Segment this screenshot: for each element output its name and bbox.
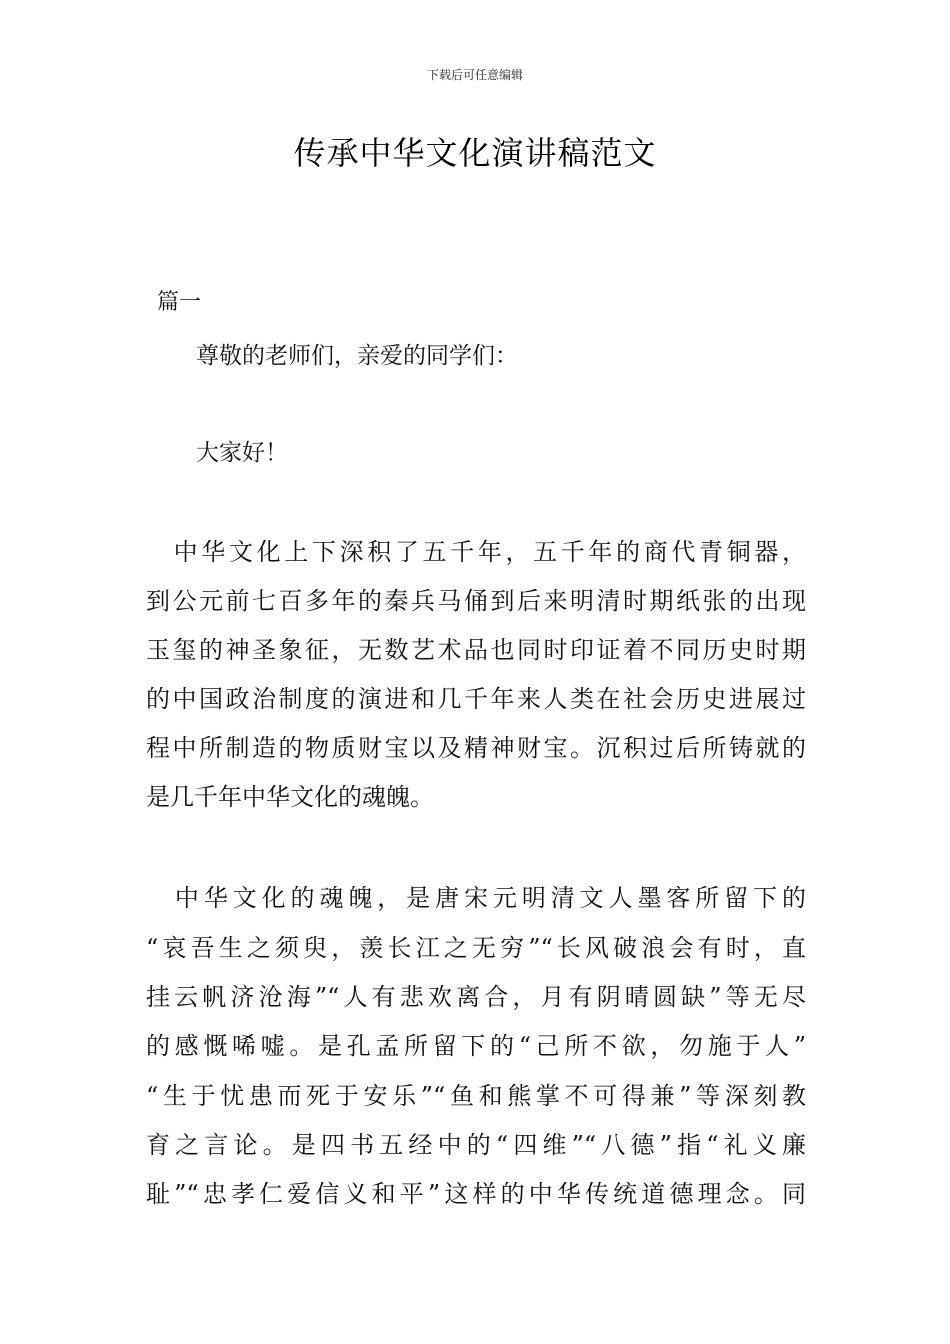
salutation: 尊敬的老师们，亲爱的同学们： — [196, 343, 518, 369]
paragraph-line: 玉玺的神圣象征，无数艺术品也同时印证着不同历史时期 — [146, 636, 806, 664]
paragraph-line: 挂云帆济沧海”“人有悲欢离合，月有阴晴圆缺”等无尽 — [146, 983, 806, 1011]
paragraph-line: “哀吾生之须臾，羡长江之无穷”“长风破浪会有时，直 — [146, 934, 806, 962]
paragraph-line: 中华文化上下深积了五千年，五千年的商代青铜器， — [146, 538, 806, 566]
paragraph-line: 的感慨唏嘘。是孔孟所留下的“己所不欲，勿施于人” — [146, 1032, 806, 1060]
greeting: 大家好！ — [196, 440, 288, 466]
paragraph-line: 育之言论。是四书五经中的“四维”“八德”指“礼义廉 — [146, 1131, 806, 1159]
section-label: 篇一 — [157, 290, 202, 315]
paragraph-line: “生于忧患而死于安乐”“鱼和熊掌不可得兼”等深刻教 — [146, 1082, 806, 1110]
paragraph-line: 程中所制造的物质财宝以及精神财宝。沉积过后所铸就的 — [146, 734, 806, 762]
paragraph-line: 到公元前七百多年的秦兵马俑到后来明清时期纸张的出现 — [146, 587, 806, 615]
paragraph-line: 耻”“忠孝仁爱信义和平”这样的中华传统道德理念。同 — [146, 1180, 806, 1208]
header-note: 下载后可任意编辑 — [426, 68, 523, 82]
paragraph-line: 的中国政治制度的演进和几千年来人类在社会历史进展过 — [146, 685, 806, 713]
paragraph-line: 是几千年中华文化的魂魄。 — [146, 783, 434, 811]
document-title: 传承中华文化演讲稿范文 — [293, 134, 657, 172]
paragraph-line: 中华文化的魂魄，是唐宋元明清文人墨客所留下的 — [146, 884, 806, 912]
